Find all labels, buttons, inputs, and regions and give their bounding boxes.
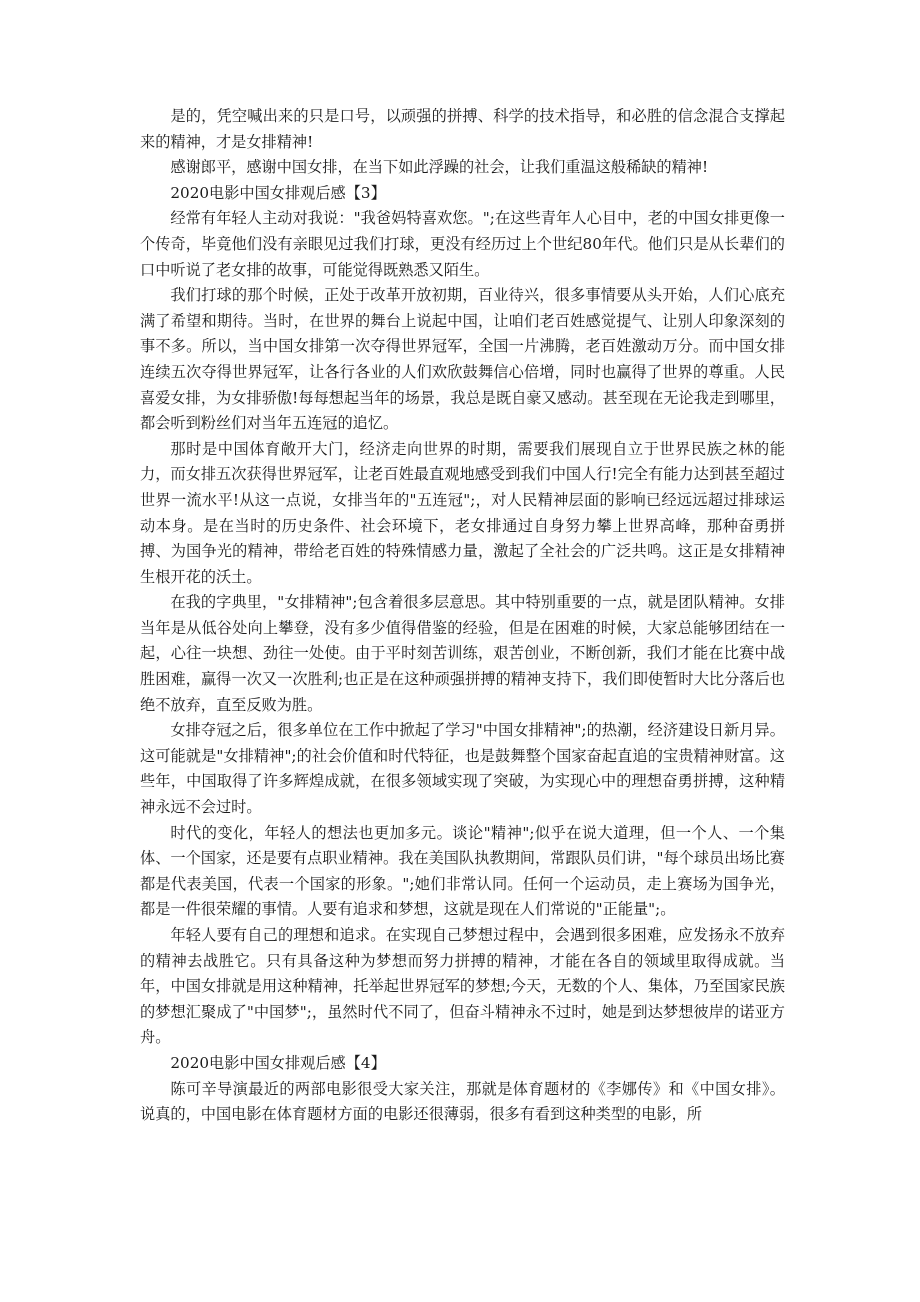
paragraph: 经常有年轻人主动对我说："我爸妈特喜欢您。";在这些青年人心目中，老的中国女排更像一个传奇，毕竟他们没有亲眼见过我们打球，更没有经历过上个世纪80年代。他们只是从长辈们的口中听说了老女排的故事，可能觉得既熟悉又陌生。 — [140, 209, 785, 279]
paragraph: 是的，凭空喊出来的只是口号，以顽强的拼搏、科学的技术指导，和必胜的信念混合支撑起来的精神，才是女排精神! — [140, 107, 785, 151]
paragraph: 在我的字典里，"女排精神";包含着很多层意思。其中特别重要的一点，就是团队精神。女排当年是从低谷处向上攀登，没有多少值得借鉴的经验，但是在困难的时候，大家总能够团结在一起，心往一块想、劲往一处使。由于平时刻苦训练，艰苦创业，不断创新，我们才能在比赛中战胜困难，赢得一次又一次胜利;也正是在这种顽强拼搏的精神支持下，我们即使暂时大比分落后也绝不放弃，直至反败为胜。 — [140, 593, 785, 714]
paragraph: 时代的变化，年轻人的想法也更加多元。谈论"精神";似乎在说大道理，但一个人、一个集体、一个国家，还是要有点职业精神。我在美国队执教期间，常跟队员们讲，"每个球员出场比赛都是代表美国，代表一个国家的形象。";她们非常认同。任何一个运动员，走上赛场为国争光，都是一件很荣耀的事情。人要有追求和梦想，这就是现在人们常说的"正能量";。 — [140, 823, 785, 919]
paragraph: 感谢郎平，感谢中国女排，在当下如此浮躁的社会，让我们重温这般稀缺的精神! — [170, 158, 709, 177]
paragraph: 年轻人要有自己的理想和追求。在实现自己梦想过程中，会遇到很多困难，应发扬永不放弃的精神去战胜它。只有具备这种为梦想而努力拼搏的精神，才能在各自的领域里取得成就。当年，中国女排就是用这种精神，托举起世界冠军的梦想;今天，无数的个人、集体，乃至国家民族的梦想汇聚成了"中国梦";，虽然时代不同了，但奋斗精神永不过时，她是到达梦想彼岸的诺亚方舟。 — [140, 926, 785, 1047]
document-body — [140, 104, 785, 1128]
section-heading: 2020电影中国女排观后感【4】 — [170, 1053, 386, 1072]
paragraph: 女排夺冠之后，很多单位在工作中掀起了学习"中国女排精神";的热潮，经济建设日新月异。这可能就是"女排精神";的社会价值和时代特征，也是鼓舞整个国家奋起直追的宝贵精神财富。这些年，中国取得了许多辉煌成就，在很多领域实现了突破，为实现心中的理想奋勇拼搏，这种精神永远不会过时。 — [140, 721, 785, 817]
paragraph: 我们打球的那个时候，正处于改革开放初期，百业待兴，很多事情要从头开始，人们心底充满了希望和期待。当时，在世界的舞台上说起中国，让咱们老百姓感觉提气、让别人印象深刻的事不多。所以，当中国女排第一次夺得世界冠军，全国一片沸腾，老百姓激动万分。而中国女排连续五次夺得世界冠军，让各行各业的人们欢欣鼓舞信心倍增，同时也赢得了世界的尊重。人民喜爱女排，为女排骄傲!每每想起当年的场景，我总是既自豪又感动。甚至现在无论我走到哪里，都会听到粉丝们对当年五连冠的追忆。 — [140, 286, 785, 433]
section-heading: 2020电影中国女排观后感【3】 — [170, 183, 386, 202]
paragraph: 陈可辛导演最近的两部电影很受大家关注，那就是体育题材的《李娜传》和《中国女排》。说真的，中国电影在体育题材方面的电影还很薄弱，很多有看到这种类型的电影，所 — [140, 1079, 785, 1124]
paragraph: 那时是中国体育敞开大门，经济走向世界的时期，需要我们展现自立于世界民族之林的能力，而女排五次获得世界冠军，让老百姓最直观地感受到我们中国人行!完全有能力达到甚至超过世界一流水平!从这一点说，女排当年的"五连冠";，对人民精神层面的影响已经远远超过排球运动本身。是在当时的历史条件、社会环境下，老女排通过自身努力攀上世界高峰，那种奋勇拼搏、为国争光的精神，带给老百姓的特殊情感力量，激起了全社会的广泛共鸣。这正是女排精神生根开花的沃土。 — [140, 439, 785, 586]
